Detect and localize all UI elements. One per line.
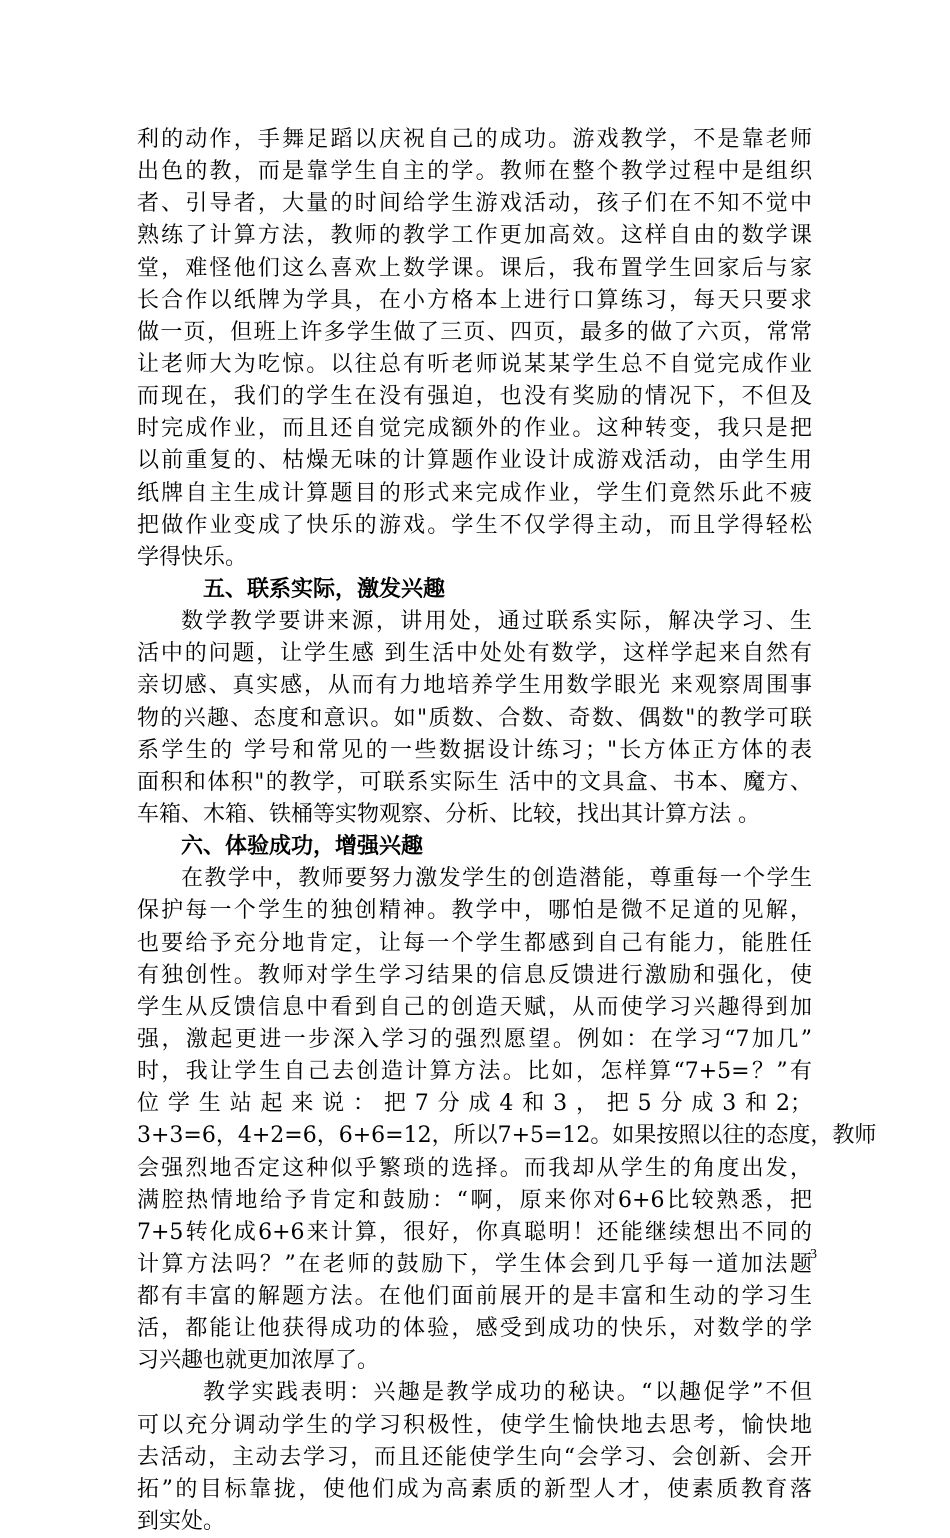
text-line: 面积和体积"的教学，可联系实际生 活中的文具盒、书本、魔方、 (137, 769, 812, 795)
text-line: 车箱、木箱、铁桶等实物观察、分析、比较，找出其计算方法 。 (137, 801, 760, 827)
text-line: 去活动，主动去学习，而且还能使学生向“会学习、会创新、会开 (137, 1444, 812, 1470)
text-line: 活中的问题，让学生感 到生活中处处有数学，这样学起来自然有 (137, 641, 812, 667)
text-line: 计算方法吗？”在老师的鼓励下，学生体会到几乎每一道加法题 (137, 1251, 812, 1277)
text-line: 有独创性。教师对学生学习结果的信息反馈进行激励和强化，使 (137, 962, 812, 988)
text-line: 堂，难怪他们这么喜欢上数学课。课后，我布置学生回家后与家 (137, 255, 812, 281)
text-line: 强，激起更进一步深入学习的强烈愿望。例如：在学习“7加几” (137, 1026, 812, 1052)
page-number: 3 (810, 1247, 817, 1262)
text-line: 把做作业变成了快乐的游戏。学生不仅学得主动，而且学得轻松 (137, 512, 812, 538)
text-line: 位学生站起来说：把7分成4和3，把5分成3和2； (137, 1091, 812, 1117)
text-line: 而现在，我们的学生在没有强迫，也没有奖励的情况下，不但及 (137, 384, 812, 410)
text-line: 到实处。 (137, 1509, 226, 1535)
text-line: 3+3=6，4+2=6，6+6=12，所以7+5=12。如果按照以往的态度，教师 (137, 1123, 877, 1149)
text-line: 亲切感、真实感，从而有力地培养学生用数学眼光 来观察周围事 (137, 673, 812, 699)
text-line: 做一页，但班上许多学生做了三页、四页，最多的做了六页，常常 (137, 319, 812, 345)
body-text (137, 124, 877, 1538)
text-line: 出色的教，而是靠学生自主的学。教师在整个教学过程中是组织 (137, 159, 812, 185)
text-line: 熟练了计算方法，教师的教学工作更加高效。这样自由的数学课 (137, 223, 812, 249)
text-line: 时完成作业，而且还自觉完成额外的作业。这种转变，我只是把 (137, 416, 812, 442)
text-line: 活，都能让他获得成功的体验，感受到成功的快乐，对数学的学 (137, 1316, 812, 1342)
text-line: 保护每一个学生的独创精神。教学中，哪怕是微不足道的见解， (137, 898, 812, 924)
section-heading-5: 五、联系实际，激发兴趣 (203, 576, 446, 602)
section-heading-6: 六、体验成功，增强兴趣 (181, 834, 424, 860)
text-line: 纸牌自主生成计算题目的形式来完成作业，学生们竟然乐此不疲 (137, 480, 812, 506)
text-line: 系学生的 学号和常见的一些数据设计练习；"长方体正方体的表 (137, 737, 812, 763)
text-line: 利的动作，手舞足蹈以庆祝自己的成功。游戏教学，不是靠老师 (137, 127, 812, 152)
text-line: 拓”的目标靠拢，使他们成为高素质的新型人才，使素质教育落 (137, 1476, 812, 1502)
text-line: 可以充分调动学生的学习积极性，使学生愉快地去思考，愉快地 (137, 1412, 812, 1438)
text-line: 习兴趣也就更加浓厚了。 (137, 1348, 380, 1374)
text-line: 学得快乐。 (137, 544, 248, 570)
text-line: 时，我让学生自己去创造计算方法。比如，怎样算“7+5=？”有 (137, 1059, 812, 1085)
text-line: 也要给予充分地肯定，让每一个学生都感到自己有能力，能胜任 (137, 930, 812, 956)
text-line: 物的兴趣、态度和意识。如"质数、合数、奇数、偶数"的教学可联 (137, 705, 812, 731)
text-line: 都有丰富的解题方法。在他们面前展开的是丰富和生动的学习生 (137, 1284, 812, 1310)
text-line: 在教学中，教师要努力激发学生的创造潜能，尊重每一个学生 (181, 866, 812, 892)
text-line: 长合作以纸牌为学具，在小方格本上进行口算练习，每天只要求 (137, 287, 812, 313)
text-line: 教学实践表明：兴趣是教学成功的秘诀。“以趣促学”不但 (203, 1380, 812, 1406)
text-line: 者、引导者，大量的时间给学生游戏活动，孩子们在不知不觉中 (137, 191, 812, 217)
text-line: 会强烈地否定这种似乎繁琐的选择。而我却从学生的角度出发， (137, 1155, 812, 1181)
text-line: 让老师大为吃惊。以往总有听老师说某某学生总不自觉完成作业 (137, 351, 812, 377)
text-line: 学生从反馈信息中看到自己的创造天赋，从而使学习兴趣得到加 (137, 994, 812, 1020)
text-line: 数学教学要讲来源，讲用处，通过联系实际，解决学习、生 (181, 609, 812, 635)
text-line: 满腔热情地给予肯定和鼓励：“啊，原来你对6+6比较熟悉，把 (137, 1187, 812, 1213)
text-line: 以前重复的、枯燥无味的计算题作业设计成游戏活动，由学生用 (137, 448, 812, 474)
text-line: 7+5转化成6+6来计算，很好，你真聪明！还能继续想出不同的 (137, 1219, 812, 1245)
